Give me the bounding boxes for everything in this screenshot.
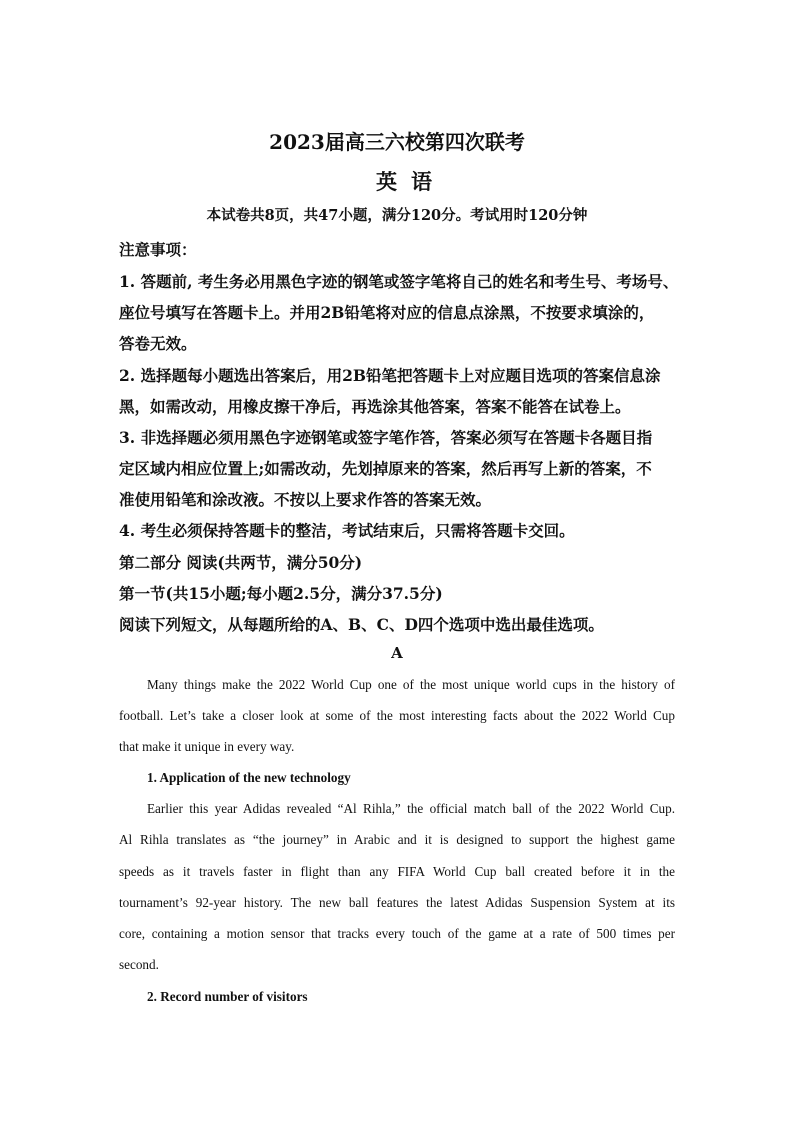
notice-line: 3. 非选择题必须用黑色字迹钢笔或签字笔作答，答案必须写在答题卡各题目指 bbox=[119, 428, 653, 447]
passage-line: tournament’s 92-year history. The new ball features the latest Adidas Suspension System at its bbox=[119, 895, 675, 910]
part-heading: 第二部分 阅读(共两节，满分50分) bbox=[119, 553, 363, 572]
notice-line: 黑，如需改动，用橡皮擦干净后，再选涂其他答案，答案不能答在试卷上。 bbox=[119, 397, 631, 416]
passage-line: speeds as it travels faster in flight than any FIFA World Cup ball created before it in the bbox=[119, 864, 675, 879]
subject-title: 英语 bbox=[376, 169, 446, 194]
notice-line: 1. 答题前, 考生务必用黑色字迹的钢笔或签字笔将自己的姓名和考生号、考场号、 bbox=[119, 272, 679, 291]
paper-info: 本试卷共8页，共47小题，满分120分。考试用时120分钟 bbox=[206, 207, 588, 224]
reading-instruction: 阅读下列短文，从每题所给的A、B、C、D四个选项中选出最佳选项。 bbox=[119, 615, 604, 634]
passage-line: second. bbox=[119, 957, 159, 972]
notice-line: 4. 考生必须保持答题卡的整洁，考试结束后，只需将答题卡交回。 bbox=[119, 521, 575, 540]
passage-line: Earlier this year Adidas revealed “Al Rihla,” the official match ball of the 2022 World Cup. bbox=[147, 801, 675, 816]
passage-subheading: 1. Application of the new technology bbox=[147, 770, 351, 785]
passage-line: that make it unique in every way. bbox=[119, 739, 295, 754]
notice-heading: 注意事项： bbox=[119, 240, 197, 259]
passage-line: Al Rihla translates as “the journey” in Arabic and it is designed to support the highest game bbox=[119, 832, 675, 847]
passage-line: Many things make the 2022 World Cup one of the most unique world cups in the history of bbox=[147, 677, 675, 692]
notice-line: 定区域内相应位置上;如需改动，先划掉原来的答案，然后再写上新的答案，不 bbox=[119, 459, 652, 478]
passage-letter: A bbox=[391, 644, 403, 662]
exam-title: 2023届高三六校第四次联考 bbox=[269, 130, 525, 154]
notice-line: 准使用铅笔和涂改液。不按以上要求作答的答案无效。 bbox=[119, 490, 492, 509]
passage-line: core, containing a motion sensor that tracks every touch of the game at a rate of 500 times per bbox=[119, 926, 675, 941]
notice-line: 2. 选择题每小题选出答案后，用2B铅笔把答题卡上对应题目选项的答案信息涂 bbox=[119, 366, 661, 385]
passage-line: football. Let’s take a closer look at some of the most interesting facts about the 2022 World Cup bbox=[119, 708, 675, 723]
notice-line: 座位号填写在答题卡上。并用2B铅笔将对应的信息点涂黑，不按要求填涂的， bbox=[119, 303, 655, 322]
passage-subheading: 2. Record number of visitors bbox=[147, 989, 308, 1004]
notice-line: 答卷无效。 bbox=[119, 334, 197, 353]
subsection-heading: 第一节(共15小题;每小题2.5分，满分37.5分) bbox=[119, 584, 443, 603]
